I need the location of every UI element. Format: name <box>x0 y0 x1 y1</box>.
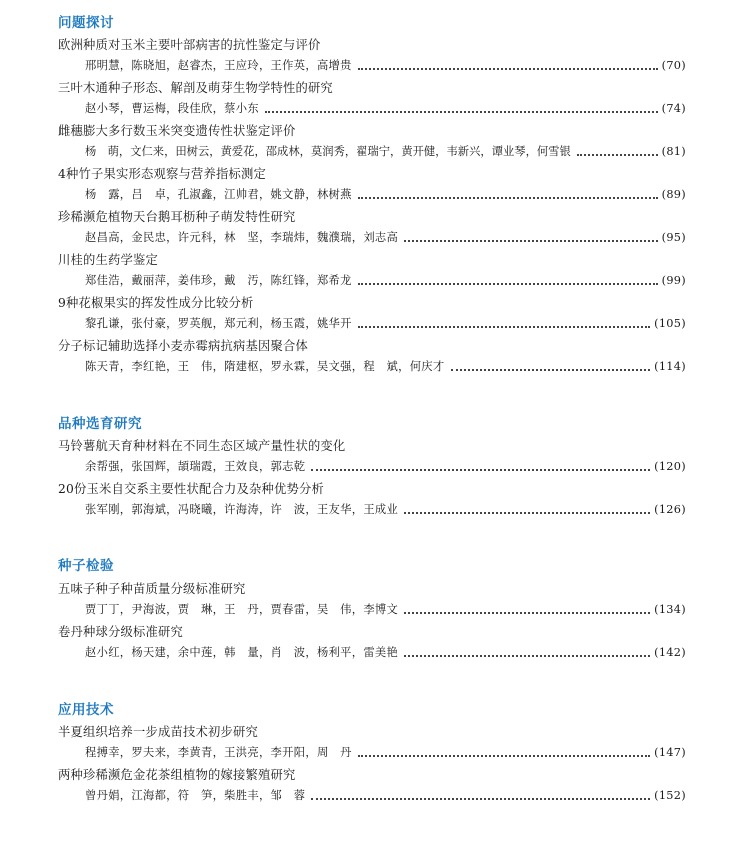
section-title: 问题探讨 <box>58 15 114 31</box>
article-title[interactable]: 三叶木通种子形态、解剖及萌芽生物学特性的研究 <box>58 81 333 95</box>
article-authors: 程搏幸，罗夫来，李黄青，王洪亮，李开阳，周 丹 <box>85 746 352 759</box>
dot-leader <box>358 68 658 70</box>
page-number[interactable]: (70) <box>661 59 686 72</box>
article-title[interactable]: 分子标记辅助选择小麦赤霉病抗病基因聚合体 <box>58 339 308 353</box>
article-title[interactable]: 两种珍稀濒危金花茶组植物的嫁接繁殖研究 <box>58 768 296 782</box>
article-title[interactable]: 雌穗膨大多行数玉米突变遗传性状鉴定评价 <box>58 124 296 138</box>
entry-detail-line <box>85 502 686 518</box>
dot-leader <box>311 469 650 471</box>
page-number[interactable]: (74) <box>661 102 686 115</box>
dot-leader <box>404 612 650 614</box>
article-title[interactable]: 卷丹种球分级标准研究 <box>58 625 183 639</box>
article-authors: 杨 露，吕 卓，孔淑鑫，江帅君，姚文静，林树燕 <box>85 188 352 201</box>
page-number[interactable]: (89) <box>661 188 686 201</box>
dot-leader <box>404 512 650 514</box>
article-title[interactable]: 川桂的生药学鉴定 <box>58 253 158 267</box>
dot-leader <box>358 326 650 328</box>
article-title[interactable]: 欧洲种质对玉米主要叶部病害的抗性鉴定与评价 <box>58 38 321 52</box>
entry-detail-line <box>85 101 686 117</box>
page-number[interactable]: (126) <box>654 503 686 516</box>
entry-detail-line <box>85 788 686 804</box>
entry-detail-line <box>85 187 686 203</box>
section-title: 品种选育研究 <box>58 416 142 432</box>
entry-detail-line <box>85 359 686 375</box>
article-title[interactable]: 马铃薯航天育种材料在不同生态区域产量性状的变化 <box>58 439 346 453</box>
page-number[interactable]: (142) <box>654 646 686 659</box>
article-title[interactable]: 4种竹子果实形态观察与营养指标测定 <box>58 167 266 181</box>
entry-detail-line <box>85 745 686 761</box>
page-number[interactable]: (120) <box>654 460 686 473</box>
entry-detail-line <box>85 645 686 661</box>
page-number[interactable]: (134) <box>654 603 686 616</box>
article-authors: 赵小红，杨天建，余中莲，韩 量，肖 波，杨利平，雷美艳 <box>85 646 399 659</box>
article-authors: 杨 萌，文仁来，田树云，黄爱花，邵成林，莫润秀，翟瑞宁，黄开健，韦新兴，谭业琴，何雪银 <box>85 145 571 158</box>
entry-detail-line <box>85 602 686 618</box>
article-authors: 张军刚，郭海斌，冯晓曦，许海涛，许 波，王友华，王成业 <box>85 503 399 516</box>
dot-leader <box>451 369 651 371</box>
dot-leader <box>404 240 657 242</box>
article-authors: 陈天青，李红艳，王 伟，隋建枢，罗永霖，吴文强，程 斌，何庆才 <box>85 360 445 373</box>
dot-leader <box>358 283 658 285</box>
section-title: 应用技术 <box>58 702 114 718</box>
entry-detail-line <box>85 58 686 74</box>
page-number[interactable]: (114) <box>654 360 686 373</box>
article-authors: 郑佳浩，戴丽萍，姜伟珍，戴 汚，陈红锋，郑希龙 <box>85 274 352 287</box>
entry-detail-line <box>85 316 686 332</box>
article-authors: 赵昌高，金民忠，许元科，林 坚，李瑞炜，魏濮瑞，刘志高 <box>85 231 399 244</box>
article-authors: 邢明慧，陈晓旭，赵睿杰，王应玲，王作英，高增贵 <box>85 59 352 72</box>
page-number[interactable]: (95) <box>661 231 686 244</box>
dot-leader <box>577 154 658 156</box>
page-number[interactable]: (81) <box>661 145 686 158</box>
article-title[interactable]: 五味子种子种苗质量分级标准研究 <box>58 582 246 596</box>
page-number[interactable]: (99) <box>661 274 686 287</box>
article-title[interactable]: 20份玉米自交系主要性状配合力及杂种优势分析 <box>58 482 324 496</box>
page-number[interactable]: (147) <box>654 746 686 759</box>
section-title: 种子检验 <box>58 558 114 574</box>
article-title[interactable]: 9种花椒果实的挥发性成分比较分析 <box>58 296 254 310</box>
dot-leader <box>358 755 650 757</box>
article-authors: 黎孔谦，张付豪，罗英舰，郑元利，杨玉霞，姚华开 <box>85 317 352 330</box>
dot-leader <box>404 655 650 657</box>
article-title[interactable]: 珍稀濒危植物天台鹅耳枥种子萌发特性研究 <box>58 210 296 224</box>
article-title[interactable]: 半夏组织培养一步成苗技术初步研究 <box>58 725 258 739</box>
page-number[interactable]: (105) <box>654 317 686 330</box>
article-authors: 赵小琴，曹运梅，段佳欣，蔡小东 <box>85 102 259 115</box>
page-number[interactable]: (152) <box>654 789 686 802</box>
article-authors: 余帮强，张国辉，頡瑞霞，王效良，郭志乾 <box>85 460 306 473</box>
entry-detail-line <box>85 273 686 289</box>
dot-leader <box>311 798 650 800</box>
entry-detail-line <box>85 144 686 160</box>
dot-leader <box>265 111 658 113</box>
article-authors: 曾丹娟，江海都，符 笋，柴胜丰，邹 蓉 <box>85 789 306 802</box>
article-authors: 贾丁丁，尹海波，贾 琳，王 丹，贾春雷，吴 伟，李博文 <box>85 603 399 616</box>
dot-leader <box>358 197 658 199</box>
entry-detail-line <box>85 459 686 475</box>
entry-detail-line <box>85 230 686 246</box>
